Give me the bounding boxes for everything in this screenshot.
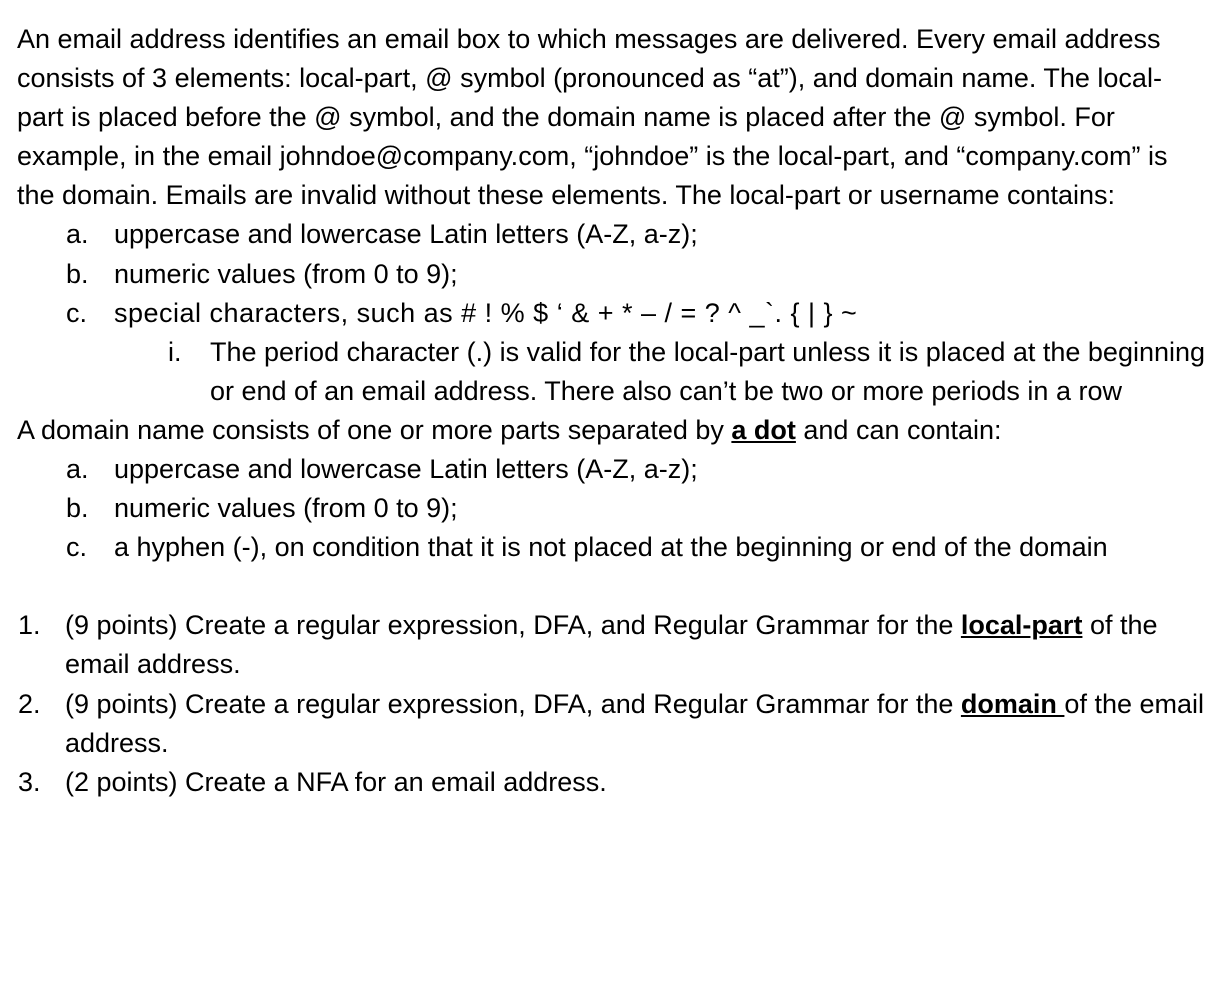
spacer [17, 567, 1207, 606]
question-text-after: of the email address. [65, 610, 1158, 680]
list-item-text: numeric values (from 0 to 9); [114, 258, 458, 289]
list-item-text: a hyphen (-), on condition that it is not placed at the beginning or end of the domain [114, 532, 1108, 563]
intro-paragraph: An email address identifies an email box to which messages are delivered. Every email address consists of 3 elements: local-part, @ symbol (pronounced as “at”), and domain name. The local-part is placed before the @ symbol, and the domain name is placed after the @ symbol. For example, in the email johndoe@company.com, “johndoe” is the local-part, and “company.com” is the domain. Emails are invalid without these elements. The local-part or username contains: [17, 24, 1168, 211]
list-marker: a. [66, 219, 89, 250]
list-marker: b. [66, 258, 89, 289]
list-item-text: uppercase and lowercase Latin letters (A-Z, a-z); [114, 219, 698, 250]
question-emphasis: local-part [960, 610, 1083, 641]
question-item [17, 763, 1207, 802]
question-text-before: (9 points) Create a regular expression, DFA, and Regular Grammar for the [65, 610, 961, 641]
question-text-before: (9 points) Create a regular expression, DFA, and Regular Grammar for the [65, 688, 961, 719]
list-marker: c. [66, 297, 88, 328]
list-item [17, 255, 1207, 294]
list-marker: i. [168, 336, 182, 367]
question-item [17, 685, 1207, 763]
list-item [17, 215, 1207, 254]
domain-intro-after: and can contain: [795, 414, 1002, 445]
domain-intro-paragraph [17, 411, 1207, 450]
domain-intro-emphasis: a dot [731, 414, 796, 445]
list-item [17, 450, 1207, 489]
list-marker: a. [66, 454, 89, 485]
domain-intro-before: A domain name consists of one or more parts separated by [17, 414, 732, 445]
list-item-text: special characters, such as # ! % $ ‘ & + * – / = ? ^ _`. { | } ~ [114, 297, 858, 328]
document [17, 20, 1207, 802]
list-item-text: uppercase and lowercase Latin letters (A-Z, a-z); [114, 454, 698, 485]
question-number: 3. [18, 766, 41, 797]
list-item-text: numeric values (from 0 to 9); [114, 493, 458, 524]
question-number: 2. [18, 688, 41, 719]
list-marker: b. [66, 493, 89, 524]
question-text-before: (2 points) Create a NFA for an email address. [65, 766, 607, 797]
list-item-text: The period character (.) is valid for the local-part unless it is placed at the beginning or end of an email address. There also can’t be two or more periods in a row [210, 336, 1206, 406]
question-emphasis: domain [960, 688, 1065, 719]
question-text-after: of the email address. [65, 688, 1204, 758]
sub-list-item [17, 333, 1207, 411]
question-item [17, 606, 1207, 684]
list-marker: c. [66, 532, 88, 563]
domain-list [17, 450, 1207, 567]
list-item [17, 528, 1207, 567]
list-item [17, 294, 1207, 333]
list-item [17, 489, 1207, 528]
question-number: 1. [18, 610, 41, 641]
local-part-list [17, 215, 1207, 410]
questions-list [17, 606, 1207, 801]
